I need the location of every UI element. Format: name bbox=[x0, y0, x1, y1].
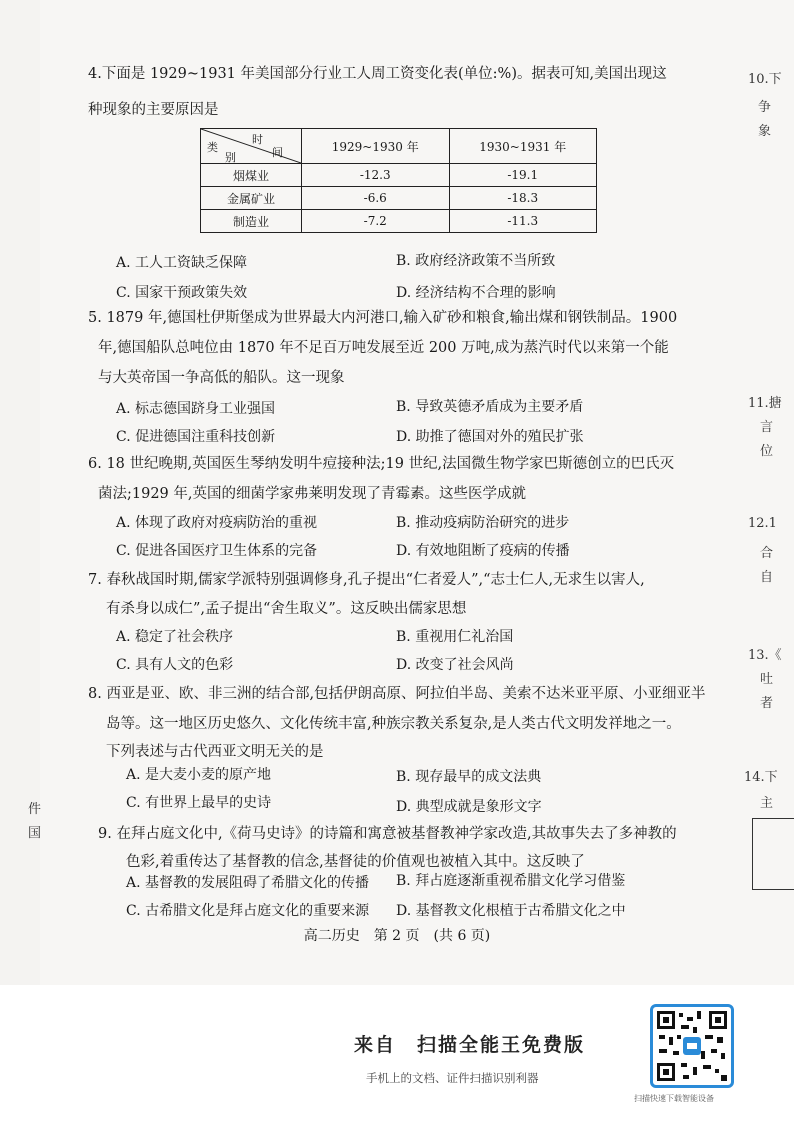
q4-stem-line1: 4.下面是 1929~1931 年美国部分行业工人周工资变化表(单位:%)。据表可知,美国出现这 bbox=[88, 66, 667, 82]
q7-line1: 7. 春秋战国时期,儒家学派特别强调修身,孔子提出“仁者爱人”,“志士仁人,无求生以害人, bbox=[88, 572, 645, 588]
page-footer: 高二历史 第 2 页 (共 6 页) bbox=[303, 928, 491, 944]
q7-option-a: A. 稳定了社会秩序 bbox=[116, 629, 234, 645]
margin-fragment: 主 bbox=[760, 796, 774, 811]
scanner-ad-title: 来自 扫描全能王免费版 bbox=[354, 1034, 586, 1056]
cell-value: -18.3 bbox=[449, 187, 597, 210]
q4-option-a: A. 工人工资缺乏保障 bbox=[116, 255, 248, 271]
margin-fragment: 位 bbox=[760, 444, 774, 459]
qr-code[interactable] bbox=[650, 1004, 734, 1088]
q9-option-d: D. 基督教文化根植于古希腊文化之中 bbox=[396, 903, 626, 919]
margin-table-fragment bbox=[752, 818, 794, 890]
margin-fragment: 12.1 bbox=[748, 516, 777, 531]
q9-option-a: A. 基督教的发展阻碍了希腊文化的传播 bbox=[126, 875, 370, 891]
q5-line3: 与大英帝国一争高低的船队。这一现象 bbox=[98, 370, 345, 386]
margin-fragment: 13.《 bbox=[748, 648, 782, 663]
row-label: 制造业 bbox=[201, 210, 302, 233]
q4-option-b: B. 政府经济政策不当所致 bbox=[396, 253, 556, 269]
q6-line1: 6. 18 世纪晚期,英国医生琴纳发明牛痘接种法;19 世纪,法国微生物学家巴斯德创立的巴氏灭 bbox=[88, 456, 675, 472]
cell-value: -7.2 bbox=[302, 210, 450, 233]
cell-value: -12.3 bbox=[302, 164, 450, 187]
margin-fragment: 国 bbox=[28, 826, 42, 841]
margin-fragment: 象 bbox=[758, 124, 772, 139]
row-label: 烟煤业 bbox=[201, 164, 302, 187]
table-col-header: 1930~1931 年 bbox=[449, 129, 597, 164]
margin-fragment: 11.搪 bbox=[748, 396, 782, 411]
margin-fragment: 14.下 bbox=[744, 770, 778, 785]
q9-option-b: B. 拜占庭逐渐重视希腊文化学习借鉴 bbox=[396, 873, 626, 889]
q8-line3: 下列表述与古代西亚文明无关的是 bbox=[106, 744, 324, 760]
header-bie: 别 bbox=[225, 151, 236, 164]
header-time: 时 bbox=[252, 133, 263, 146]
margin-fragment: 争 bbox=[758, 100, 772, 115]
q9-option-c: C. 古希腊文化是拜占庭文化的重要来源 bbox=[126, 903, 370, 919]
cell-value: -19.1 bbox=[449, 164, 597, 187]
cell-value: -11.3 bbox=[449, 210, 597, 233]
wage-change-table bbox=[200, 128, 597, 233]
margin-fragment: 者 bbox=[760, 696, 774, 711]
table-row bbox=[201, 210, 597, 233]
q6-line2: 菌法;1929 年,英国的细菌学家弗莱明发现了青霉素。这些医学成就 bbox=[98, 486, 527, 502]
q4-stem-line2: 种现象的主要原因是 bbox=[88, 102, 219, 118]
q6-option-a: A. 体现了政府对疫病防治的重视 bbox=[116, 515, 318, 531]
q8-option-c: C. 有世界上最早的史诗 bbox=[126, 795, 272, 811]
table-row bbox=[201, 187, 597, 210]
q8-option-a: A. 是大麦小麦的原产地 bbox=[126, 767, 272, 783]
q5-option-b: B. 导致英德矛盾成为主要矛盾 bbox=[396, 399, 584, 415]
q5-line1: 5. 1879 年,德国杜伊斯堡成为世界最大内河港口,输入矿砂和粮食,输出煤和钢铁制品。1900 bbox=[88, 310, 678, 326]
qr-caption: 扫描快速下载智能设备 bbox=[634, 1094, 714, 1103]
scanner-ad-subtitle: 手机上的文档、证件扫描识别利器 bbox=[366, 1071, 539, 1085]
qr-code-icon bbox=[653, 1007, 731, 1085]
q7-option-c: C. 具有人文的色彩 bbox=[116, 657, 234, 673]
q8-line1: 8. 西亚是亚、欧、非三洲的结合部,包括伊朗高原、阿拉伯半岛、美索不达米亚平原、小亚细亚半 bbox=[88, 686, 706, 702]
q5-line2: 年,德国船队总吨位由 1870 年不足百万吨发展至近 200 万吨,成为蒸汽时代以来第一个能 bbox=[98, 340, 669, 356]
header-jian: 间 bbox=[272, 146, 283, 159]
q9-line1: 9. 在拜占庭文化中,《荷马史诗》的诗篇和寓意被基督教神学家改造,其故事失去了多神教的 bbox=[98, 826, 677, 842]
margin-fragment: 10.下 bbox=[748, 72, 782, 87]
q8-line2: 岛等。这一地区历史悠久、文化传统丰富,种族宗教关系复杂,是人类古代文明发祥地之一。 bbox=[106, 716, 681, 732]
margin-fragment: 合 bbox=[760, 546, 774, 561]
q7-line2: 有杀身以成仁”,孟子提出“舍生取义”。这反映出儒家思想 bbox=[106, 601, 467, 617]
q8-option-d: D. 典型成就是象形文字 bbox=[396, 799, 542, 815]
q7-option-d: D. 改变了社会风尚 bbox=[396, 657, 514, 673]
q4-option-c: C. 国家干预政策失效 bbox=[116, 285, 248, 301]
margin-fragment: 自 bbox=[760, 570, 774, 585]
margin-fragment: 吐 bbox=[760, 672, 774, 687]
header-lei: 类 bbox=[207, 141, 218, 154]
q6-option-b: B. 推动疫病防治研究的进步 bbox=[396, 515, 570, 531]
q8-option-b: B. 现存最早的成文法典 bbox=[396, 769, 542, 785]
cell-value: -6.6 bbox=[302, 187, 450, 210]
q9-line2: 色彩,着重传达了基督教的信念,基督徒的价值观也被植入其中。这反映了 bbox=[126, 854, 585, 870]
q7-option-b: B. 重视用仁礼治国 bbox=[396, 629, 514, 645]
table-col-header: 1929~1930 年 bbox=[302, 129, 450, 164]
q6-option-c: C. 促进各国医疗卫生体系的完备 bbox=[116, 543, 318, 559]
q6-option-d: D. 有效地阻断了疫病的传播 bbox=[396, 543, 570, 559]
table-row bbox=[201, 164, 597, 187]
row-label: 金属矿业 bbox=[201, 187, 302, 210]
margin-fragment: 件 bbox=[28, 802, 42, 817]
table-corner-header bbox=[201, 129, 302, 164]
q4-option-d: D. 经济结构不合理的影响 bbox=[396, 285, 556, 301]
q5-option-c: C. 促进德国注重科技创新 bbox=[116, 429, 276, 445]
q5-option-a: A. 标志德国跻身工业强国 bbox=[116, 401, 276, 417]
margin-fragment: 言 bbox=[760, 420, 774, 435]
q5-option-d: D. 助推了德国对外的殖民扩张 bbox=[396, 429, 584, 445]
